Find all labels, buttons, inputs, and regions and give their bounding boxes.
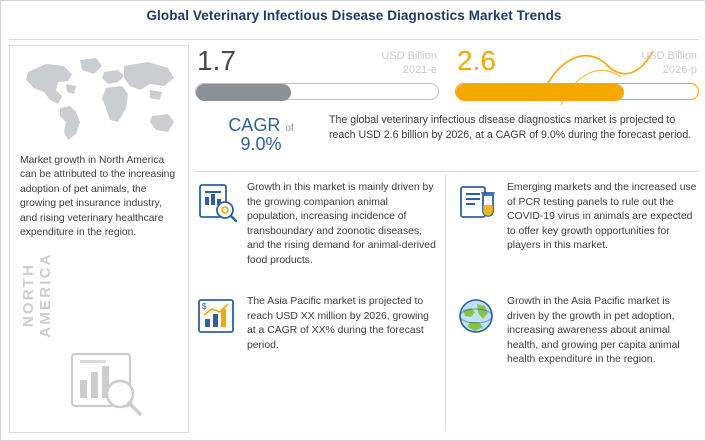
vertical-divider	[445, 175, 446, 431]
content-area	[195, 45, 699, 433]
horizontal-divider	[195, 171, 699, 172]
insight-text-apac-size: The Asia Pacific market is projected to reach USD XX million by 2026, growing at a CAGR of XX% during the forecast period.	[247, 296, 429, 351]
stat-bar-2026	[455, 83, 699, 100]
stat-year-label-2026: 2026-p	[662, 64, 697, 76]
stat-value-2026: 2.6	[457, 45, 496, 76]
globe-icon	[455, 295, 499, 339]
stat-bar-2021	[195, 83, 439, 100]
page-title	[1, 7, 706, 25]
world-map-icon	[18, 54, 182, 146]
stat-unit-2021	[317, 49, 437, 77]
document-analytics-icon	[195, 181, 239, 225]
growth-bar-chart-icon	[195, 295, 239, 339]
market-summary-text: The global veterinary infectious disease diagnostics market is projected to reach USD 2.6 billion by 2026, at a CAGR of 9.0% during the forecast period.	[329, 114, 692, 141]
insight-text-opportunities: Emerging markets and the increased use of PCR testing panels to rule out the COVID-19 virus in animals are expected to offer key growth opportunities for players in this market.	[507, 182, 697, 252]
cagr-value: 9.0%	[240, 134, 282, 154]
cagr-label: CAGR	[228, 115, 281, 135]
stat-2021	[195, 45, 439, 107]
stat-2026	[455, 45, 699, 107]
insight-text-drivers: Growth in this market is mainly driven by the growing companion animal population, increasing incidence of transboundary and zoonotic diseases, and the rising demand for animal-derived food products.	[247, 182, 436, 266]
page-title-text: Global Veterinary Infectious Disease Diagnostics Market Trends	[146, 8, 562, 23]
stat-value-2021: 1.7	[197, 45, 236, 76]
north-america-text: Market growth in North America can be attributed to the increasing adoption of pet animals, the growing pet insurance industry, and rising veterinary healthcare expenditure in the region.	[20, 155, 176, 239]
region-vertical-label: NORTH AMERICA	[20, 252, 54, 338]
stat-bar-fill-2026	[456, 84, 624, 101]
chart-magnifier-icon	[66, 346, 150, 422]
stat-unit-2026	[577, 49, 697, 77]
stat-unit-label-2021: USD Billion	[381, 50, 437, 62]
stat-year-label-2021: 2021-e	[402, 64, 437, 76]
cagr-label-row	[201, 115, 321, 136]
svg-text:$: $	[202, 302, 207, 311]
stat-unit-label-2026: USD Billion	[641, 50, 697, 62]
test-tube-report-icon	[455, 181, 499, 225]
insight-text-apac-growth: Growth in the Asia Pacific market is driven by the growth in pet adoption, increasing awareness about animal health, and growing per capita animal health expenditure in the region.	[507, 296, 680, 366]
cagr-block	[201, 115, 321, 155]
title-divider	[9, 39, 699, 40]
stat-bar-fill-2021	[196, 84, 291, 101]
north-america-panel	[9, 45, 189, 433]
cagr-of-label: of	[285, 123, 294, 134]
